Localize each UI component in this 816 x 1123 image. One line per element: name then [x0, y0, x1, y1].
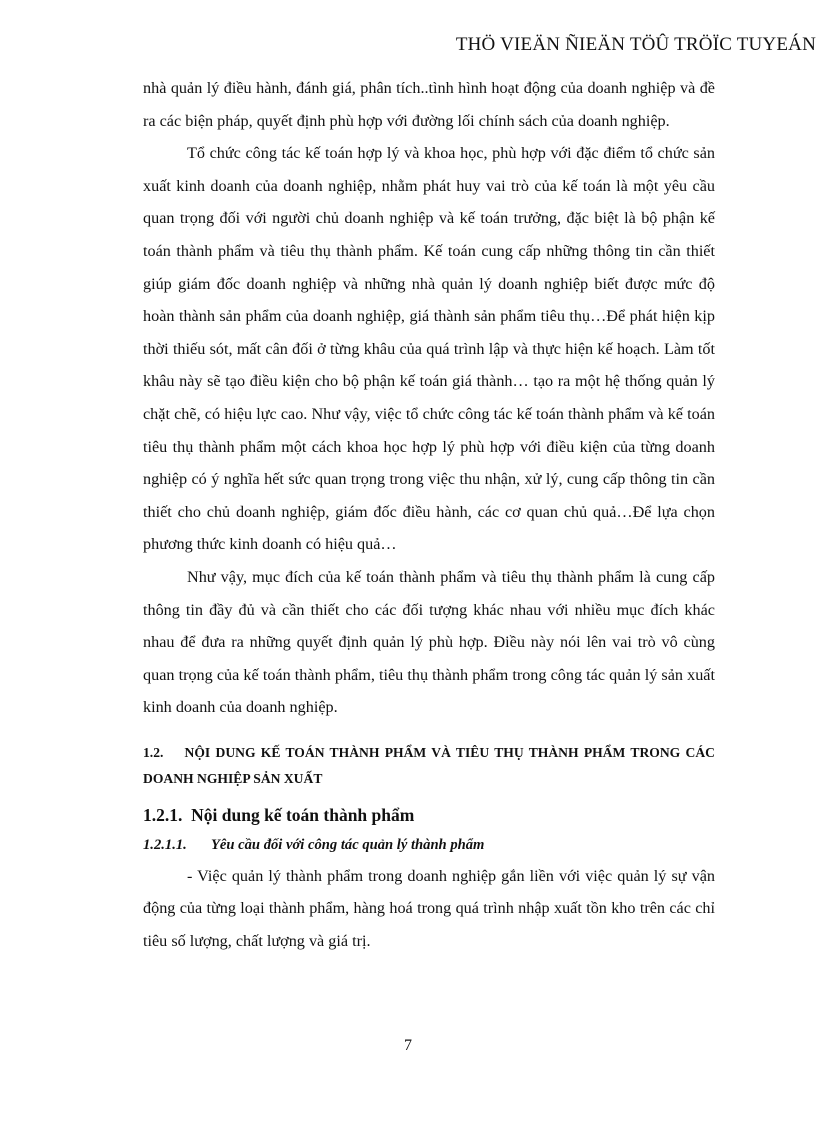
paragraph-organization: Tổ chức công tác kế toán hợp lý và khoa học, phù hợp với đặc điểm tổ chức sản xuất kinh doanh của doanh nghiệp, nhằm phát huy vai trò của kế toán là một yêu cầu quan trọng đối với người chủ doanh nghiệp và kế toán trưởng, đặc biệt là bộ phận kế toán thành phẩm và tiêu thụ thành phẩm. Kế toán cung cấp những thông tin cần thiết giúp giám đốc doanh nghiệp và những nhà quản lý doanh nghiệp biết được mức độ hoàn thành sản phẩm của doanh nghiệp, giá thành sản phẩm tiêu thụ…Để phát hiện kịp thời thiếu sót, mất cân đối ở từng khâu của quá trình lập và thực hiện kế hoạch. Làm tốt khâu này sẽ tạo điều kiện cho bộ phận kế toán giá thành… tạo ra một hệ thống quản lý chặt chẽ, có hiệu lực cao. Như vậy, việc tổ chức công tác kế toán thành phẩm và kế toán tiêu thụ thành phẩm một cách khoa học hợp lý phù hợp với điều kiện của từng doanh nghiệp có ý nghĩa hết sức quan trọng trong việc thu nhận, xử lý, cung cấp thông tin cần thiết cho chủ doanh nghiệp, giám đốc điều hành, các cơ quan chủ quả…Để lựa chọn phương thức kinh doanh có hiệu quả… — [143, 144, 715, 554]
page-number: 7 — [404, 1037, 412, 1054]
document-body — [143, 72, 719, 958]
subsubsection-number: 1.2.1.1. — [143, 836, 187, 853]
subsection-heading: 1.2.1. Nội dung kế toán thành phẩm — [143, 804, 415, 825]
paragraph-management: - Việc quản lý thành phẩm trong doanh nghiệp gắn liền với việc quản lý sự vận động của từng loại thành phẩm, hàng hoá trong quá trình nhập xuất tồn kho trên các chỉ tiêu số lượng, chất lượng và giá trị. — [143, 866, 715, 951]
paragraph-continuation: nhà quản lý điều hành, đánh giá, phân tích..tình hình hoạt động của doanh nghiệp và đề ra các biện pháp, quyết định phù hợp với đường lối chính sách của doanh nghiệp. — [143, 79, 715, 130]
paragraph-purpose: Như vậy, mục đích của kế toán thành phẩm và tiêu thụ thành phẩm là cung cấp thông tin đầy đủ và cần thiết cho các đối tượng khác nhau với nhiều mục đích khác nhau để đưa ra những quyết định quản lý phù hợp. Điều này nói lên vai trò vô cùng quan trọng của kế toán thành phẩm, tiêu thụ thành phẩm trong công tác quản lý sản xuất kinh doanh của doanh nghiệp. — [143, 567, 715, 717]
subsubsection-title: Yêu cầu đối với công tác quản lý thành phẩm — [211, 836, 485, 853]
page-header-title: THÖ VIEÄN ÑIEÄN TÖÛ TRÖÏC TUYEÁN — [455, 34, 816, 55]
subsubsection-heading — [143, 830, 715, 860]
section-heading: 1.2. NỘI DUNG KẾ TOÁN THÀNH PHẨM VÀ TIÊU THỤ THÀNH PHẨM TRONG CÁC DOANH NGHIỆP SẢN XUẤT — [143, 744, 719, 786]
